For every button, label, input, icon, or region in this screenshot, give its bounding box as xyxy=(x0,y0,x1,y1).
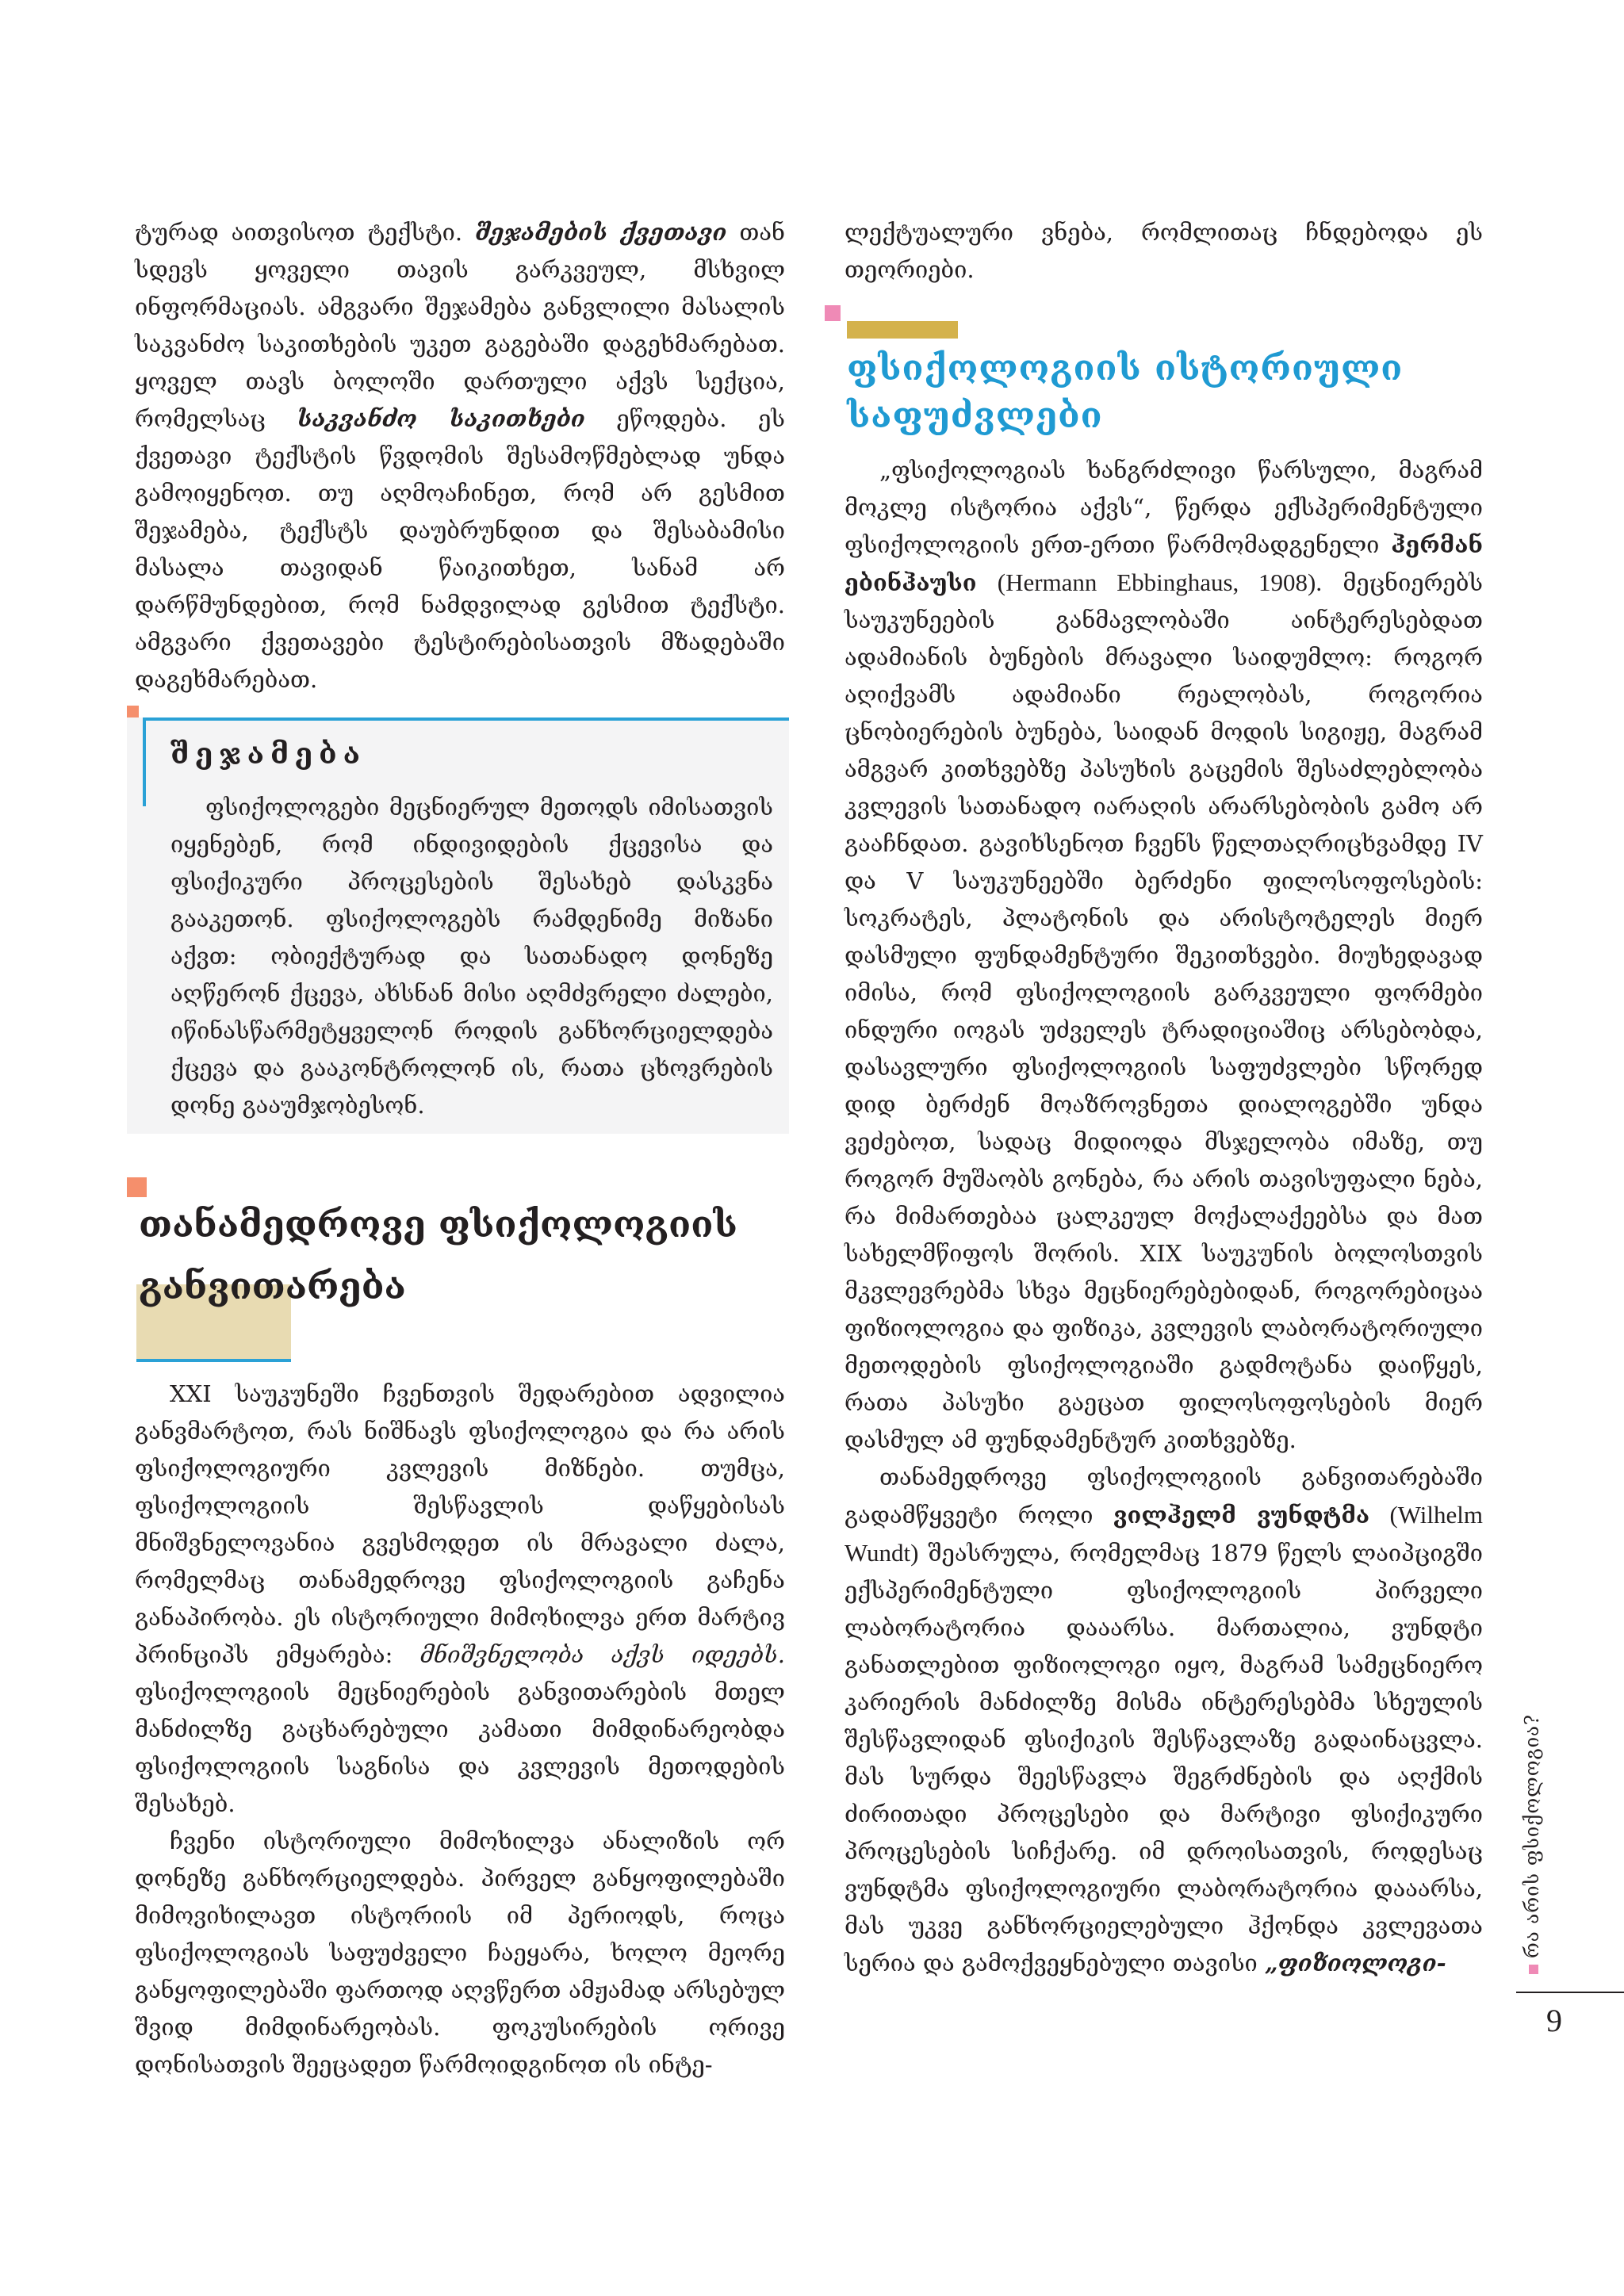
summary-marker-square xyxy=(127,706,139,718)
summary-box xyxy=(127,718,789,1134)
chapter-side-title: რა არის ფსიქოლოგია? xyxy=(1521,1714,1543,1958)
text-run: XXI საუკუნეში ჩვენთვის შედარებით ადვილია განვმარტოთ, რას ნიშნავს ფსიქოლოგია და რა არის ფსიქოლოგიური კვლევის მიზნები. თუმცა, ფსიქოლოგიის შესწავლის დაწყებისას მნიშვნელოვანია გვესმოდეთ ის მრავალი ძალა, რომელმაც თანამედროვე ფსიქოლოგიის გაჩენა განაპირობა. ეს ისტორიული მიმოხილვა ერთ მარტივ პრინციპს ემყარება: xyxy=(135,1380,785,1668)
name-wundt: ვილჰელმ ვუნდტმა xyxy=(1113,1502,1370,1529)
right-paragraph-wundt xyxy=(845,1459,1483,1982)
text-run xyxy=(977,569,998,596)
term-key-questions: საკვანძო საკითხები xyxy=(297,405,585,432)
section-heading-historical-foundations: ფსიქოლოგიის ისტორიული საფუძვლები xyxy=(847,348,1404,436)
side-rule xyxy=(1516,1992,1624,1993)
term-summary-subsection: შეჯამების ქვეთავი xyxy=(475,219,727,246)
right-paragraph-continued: ლექტუალური ვნება, რომლითაც ჩნდებოდა ეს თეორიები. xyxy=(845,219,1483,283)
citation-wundt: (Wilhelm Wundt) xyxy=(845,1501,1483,1567)
emphasis-ideas-matter: მნიშვნელობა აქვს იდეებს. xyxy=(419,1641,785,1668)
text-run: ეწოდება. ეს ქვეთავი ტექსტის წვდომის შესამოწმებლად უნდა გამოიყენოთ. თუ აღმოაჩინეთ, რომ არ გესმით შეჯამება, ტექსტს დაუბრუნდით და შესაბამისი მასალა თავიდან წაიკითხეთ, სანამ არ დარწმუნდებით, რომ ნამდვილად გესმით ტექსტი. ამგვარი ქვეთავები ტესტირებისათვის მზადებაში დაგეხმარებათ. xyxy=(135,405,786,693)
left-paragraph-intro xyxy=(135,214,785,698)
citation-ebbinghaus: (Hermann Ebbinghaus, 1908). xyxy=(997,568,1323,596)
summary-left-rule xyxy=(143,718,146,806)
text-run xyxy=(1369,1502,1389,1529)
right-marker-square xyxy=(825,305,841,321)
heading-underline xyxy=(136,1359,291,1362)
text-run: თან სდევს ყოველი თავის გარკვეულ, მსხვილ ინფორმაციას. ამგვარი შეჯამება განვლილი მასალის საკვანძო საკითხების უკეთ გაგებაში დაგეხმარებათ. ყოველ თავს ბოლოში დართული აქვს სექცია, რომელსაც xyxy=(135,219,786,432)
text-run: თანამედროვე ფსიქოლოგიის განვითარებაში გადამწყვეტი როლი xyxy=(845,1464,1483,1529)
right-column-top xyxy=(845,214,1483,289)
text-run: „ფსიქოლოგიას ხანგრძლივი წარსული, მაგრამ მოკლე ისტორია აქვს“, წერდა ექსპერიმენტული ფსიქოლოგიის ერთ-ერთი წარმომადგენელი xyxy=(845,457,1483,558)
section-heading-modern-psychology: თანამედროვე ფსიქოლოგიის განვითარება xyxy=(139,1203,738,1307)
left-column xyxy=(135,214,785,698)
left-section-body xyxy=(135,1376,785,2084)
summary-title: შეჯამება xyxy=(170,737,367,771)
summary-top-rule xyxy=(143,718,789,721)
text-run: ტურად აითვისოთ ტექსტი. xyxy=(135,219,476,246)
summary-paragraph: ფსიქოლოგები მეცნიერულ მეთოდს იმისათვის იყენებენ, რომ ინდივიდების ქცევისა და ფსიქიკური პროცესების შესახებ დასკვნა გააკეთონ. ფსიქოლოგებს რამდენიმე მიზანი აქვთ: ობიექტურად და სათანადო დონეზე აღწერონ ქცევა, ახსნან მისი აღმძვრელი ძალები, იწინასწარმეტყველონ როდის განხორციელდება ქცევა და გააკონტროლონ ის, რათა ცხოვრების დონე გააუმჯობესონ. xyxy=(170,794,773,1119)
name-ebbinghaus: ჰერმან ებინჰაუსი xyxy=(845,531,1483,596)
right-paragraph-ebbinghaus xyxy=(845,452,1483,1459)
text-run: მეცნიერებს საუკუნეების განმავლობაში აინტერესებდათ ადამიანის ბუნების მრავალი საიდუმლო: როგორ აღიქვამს ადამიანი რეალობას, როგორია ცნობიერების ბუნება, საიდან მოდის სიგიჟე, მაგრამ ამგვარ კითხვებზე პასუხის გაცემის შესაძლებლობა კვლევის სათანადო იარაღის არარსებობის გამო არ გააჩნდათ. გავიხსენოთ ჩვენს წელთაღრიცხვამდე IV და V საუკუნეებში ბერძენი ფილოსოფოსების: სოკრატეს, პლატონის და არისტოტელეს მიერ დასმული ფუნდამენტური შეკითხვები. მიუხედავად იმისა, რომ ფსიქოლოგიის გარკვეული ფორმები ინდური იოგას უძველეს ტრადიციაშიც არსებობდა, დასავლური ფსიქოლოგიის საფუძვლები სწორედ დიდ ბერძენ მოაზროვნეთა დიალოგებში უნდა ვეძებოთ, სადაც მიდიოდა მსჯელობა იმაზე, თუ როგორ მუშაობს გონება, რა არის თავისუფალი ნება, რა მიმართებაა ცალკეულ მოქალაქეებსა და მათ სახელმწიფოს შორის. XIX საუკუნის ბოლოსთვის მკვლევრებმა სხვა მეცნიერებებიდან, როგორებიცაა ფიზიოლოგია და ფიზიკა, კვლევის ლაბორატორიული მეთოდების ფსიქოლოგიაში გადმოტანა დაიწყეს, რათა პასუხი გაეცათ ფილოსოფოსების მიერ დასმულ ამ ფუნდამენტურ კითხვებზე. xyxy=(845,569,1483,1453)
left-section-paragraph-2: ჩვენი ისტორიული მიმოხილვა ანალიზის ორ დონეზე განხორციელდება. პირველ განყოფილებაში მიმოვიხილავთ ისტორიის იმ პერიოდს, როცა ფსიქოლოგიას საფუძველი ჩაეყარა, ხოლო მეორე განყოფილებაში ფართოდ აღვწერთ ამჟამად არსებულ შვიდ მიმდინარეობას. ფოკუსირების ორივე დონისათვის შეეცადეთ წარმოიდგინოთ ის ინტე- xyxy=(135,1827,785,2078)
left-section-paragraph-1 xyxy=(135,1376,785,1823)
text-run: ფსიქოლოგიის მეცნიერების განვითარების მთელ მანძილზე გაცხარებული კამათი მიმდინარეობდა ფსიქოლოგიის საგნისა და კვლევის მეთოდების შესახებ. xyxy=(135,1678,785,1817)
right-heading-bar xyxy=(847,321,958,339)
summary-body xyxy=(170,789,773,1124)
side-marker-square xyxy=(1529,1965,1538,1974)
page-number: 9 xyxy=(1546,2003,1562,2038)
right-section-body xyxy=(845,452,1483,1982)
text-run: შეასრულა, რომელმაც 1879 წელს ლაიპციგში ექსპერიმენტული ფსიქოლოგიის პირველი ლაბორატორია დააარსა. მართალია, ვუნდტი განათლებით ფიზიოლოგი იყო, მაგრამ სამეცნიერო კარიერის მანძილზე მისმა ინტერესებმა სხეულის შესწავლიდან ფსიქიკის შესწავლაზე გადაინაცვლა. მას სურდა შეესწავლა შეგრძნების და აღქმის ძირითადი პროცესები და მარტივი ფსიქიკური პროცესების სიჩქარე. იმ დროისათვის, როდესაც ვუნდტმა ფსიქოლოგიური ლაბორატორია დააარსა, მას უკვე განხორციელებული ჰქონდა კვლევათა სერია და გამოქვეყნებული თავისი xyxy=(845,1540,1483,1976)
book-title-fragment: „ფიზიოლოგი- xyxy=(1265,1950,1446,1976)
